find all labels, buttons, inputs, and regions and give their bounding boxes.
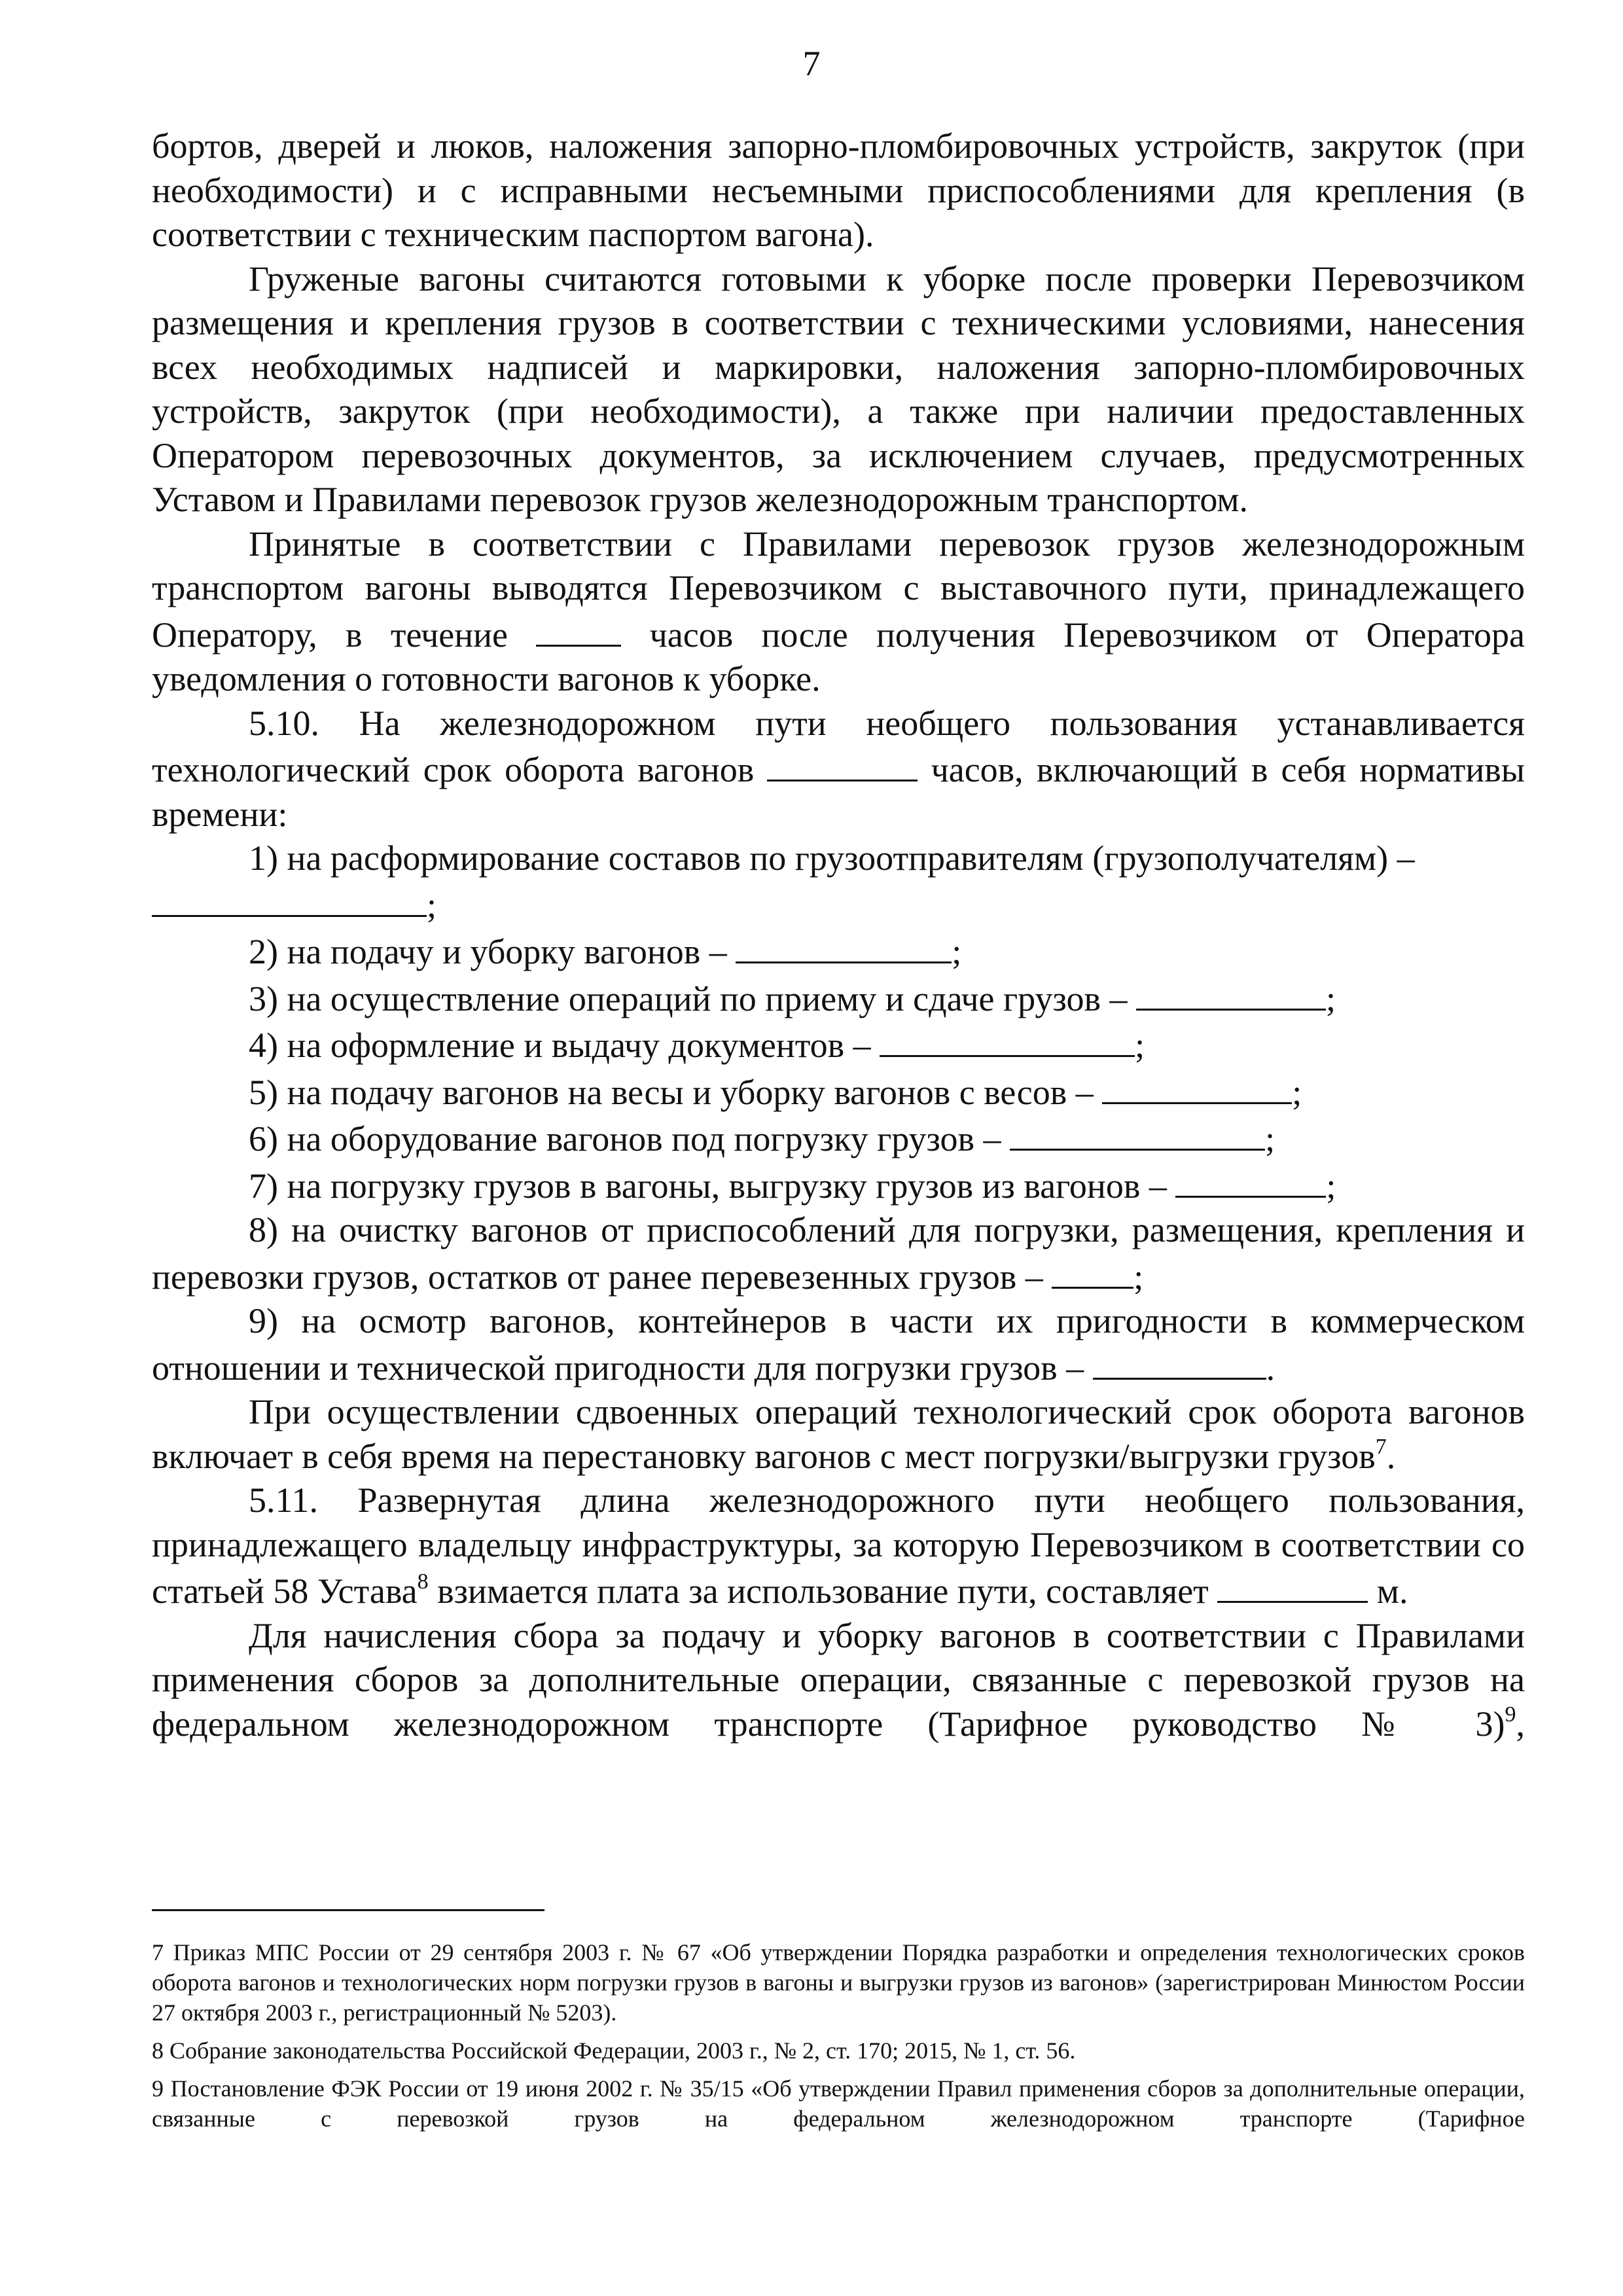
page-number: 7: [802, 44, 821, 83]
text: 3) на осуществление операций по приему и сдаче грузов –: [249, 978, 1128, 1018]
list-item: [152, 1162, 1525, 1209]
list-item: [152, 1115, 1525, 1162]
blank-field: [880, 1021, 1135, 1057]
blank-field: [536, 611, 621, 647]
comma: ,: [1516, 1704, 1525, 1744]
text: м.: [1376, 1571, 1408, 1611]
blank-field: [1136, 975, 1326, 1011]
list-item: [152, 1208, 1525, 1299]
paragraph-fee-calculation: [152, 1614, 1525, 1747]
text: 9) на осмотр вагонов, контейнеров в части их пригодности в коммерческом отношении и технической пригодности для погрузки грузов –: [152, 1301, 1525, 1388]
blank-field: [1052, 1253, 1133, 1289]
semicolon: ;: [1292, 1072, 1302, 1112]
period: .: [1386, 1436, 1396, 1476]
text: часов, включающий в себя нормативы времени:: [152, 750, 1525, 834]
paragraph-5-10: [152, 702, 1525, 837]
text: 5) на подачу вагонов на весы и уборку вагонов с весов –: [249, 1072, 1094, 1112]
text: Для начисления сбора за подачу и уборку вагонов в соответствии с Правилами применения сборов за дополнительные операции, связанные с перевозкой грузов на федеральном железнодорожном транспорте (Тарифное руководство № 3): [152, 1615, 1525, 1744]
blank-field: [1102, 1068, 1292, 1104]
semicolon: ;: [1265, 1119, 1275, 1158]
semicolon: ;: [1135, 1026, 1145, 1065]
text: 1) на расформирование составов по грузоотправителям (грузополучателям) –: [249, 838, 1415, 878]
paragraph-loaded-wagons: Груженые вагоны считаются готовыми к уборке после проверки Перевозчиком размещения и крепления грузов в соответствии с техническими условиями, нанесения всех необходимых надписей и маркировки, наложения запорно-пломбировочных устройств, закруток (при необходимости), а также при наличии предоставленных Оператором перевозочных документов, за исключением случаев, предусмотренных Уставом и Правилами перевозок грузов железнодорожным транспортом.: [152, 259, 1525, 519]
text: 7) на погрузку грузов в вагоны, выгрузку грузов из вагонов –: [249, 1166, 1167, 1206]
text: При осуществлении сдвоенных операций технологический срок оборота вагонов включает в себя время на перестановку вагонов с мест погрузки/выгрузки грузов: [152, 1392, 1525, 1476]
blank-field: [1010, 1115, 1265, 1151]
blank-field: [1093, 1344, 1266, 1380]
blank-field: [1175, 1162, 1326, 1198]
paragraph-dual-operations: [152, 1390, 1525, 1479]
list-item: [152, 1021, 1525, 1068]
footnote-9: 9 Постановление ФЭК России от 19 июня 2002 г. № 35/15 «Об утверждении Правил применения сборов за дополнительные операции, связанные с перевозкой грузов на федеральном железнодорожном транспорте (Тарифное: [152, 2075, 1525, 2132]
list-item: [152, 975, 1525, 1022]
blank-field: [1217, 1567, 1368, 1603]
text: часов после получения Перевозчиком от Оператора уведомления о готовности вагонов к уборке.: [152, 615, 1525, 698]
list-item: [152, 1299, 1525, 1390]
footnote-7: 7 Приказ МПС России от 29 сентября 2003 г. № 67 «Об утверждении Порядка разработки и определения технологических сроков оборота вагонов и технологических норм погрузки грузов в вагоны и выгрузки грузов из вагонов» (зарегистрирован Минюстом России 27 октября 2003 г., регистрационный № 5203).: [152, 1939, 1525, 2026]
footnote-separator: [152, 1909, 544, 1911]
list-item: [152, 836, 1525, 881]
text: 4) на оформление и выдачу документов –: [249, 1026, 871, 1065]
paragraph-continuation: бортов, дверей и люков, наложения запорно-пломбировочных устройств, закруток (при необходимости) и с исправными несъемными приспособлениями для крепления (в соответствии с техническим паспортом вагона).: [152, 126, 1525, 254]
blank-field: [152, 881, 427, 917]
blank-field: [736, 927, 952, 963]
blank-field: [767, 745, 918, 781]
footnote-ref[interactable]: 7: [1375, 1434, 1387, 1459]
text: 2) на подачу и уборку вагонов –: [249, 932, 727, 971]
document-body: [152, 124, 1525, 1746]
footnote-ref[interactable]: 8: [417, 1570, 429, 1594]
footnote-ref[interactable]: 9: [1505, 1702, 1516, 1727]
text: 6) на оборудование вагонов под погрузку грузов –: [249, 1119, 1001, 1158]
footnote-8: 8 Собрание законодательства Российской Федерации, 2003 г., № 2, ст. 170; 2015, № 1, ст. 56.: [152, 2037, 1076, 2064]
period: .: [1266, 1348, 1275, 1388]
text: 5.10. На железнодорожном пути необщего пользования устанавливается технологический срок оборота вагонов: [152, 703, 1525, 789]
list-item: [152, 1068, 1525, 1115]
semicolon: ;: [427, 885, 437, 925]
list-item: [152, 927, 1525, 975]
text: 8) на очистку вагонов от приспособлений для погрузки, размещения, крепления и перевозки грузов, остатков от ранее перевезенных грузов –: [152, 1210, 1525, 1297]
text: 5.11. Развернутая длина железнодорожного пути необщего пользования, принадлежащего владельцу инфраструктуры, за которую Перевозчиком в соответствии со статьей 58 Устава: [152, 1480, 1525, 1611]
footnotes: [152, 1937, 1525, 2142]
text: Принятые в соответствии с Правилами перевозок грузов железнодорожным транспортом вагоны выводятся Перевозчиком с выставочного пути, принадлежащего Оператору, в течение: [152, 524, 1525, 655]
paragraph-accepted-wagons: [152, 522, 1525, 702]
paragraph-5-11: [152, 1479, 1525, 1614]
semicolon: ;: [1325, 978, 1336, 1018]
semicolon: ;: [1326, 1166, 1336, 1206]
semicolon: ;: [1133, 1257, 1144, 1297]
semicolon: ;: [952, 932, 962, 971]
list-item-continuation: [152, 881, 1525, 928]
text: взимается плата за использование пути, составляет: [437, 1571, 1209, 1611]
